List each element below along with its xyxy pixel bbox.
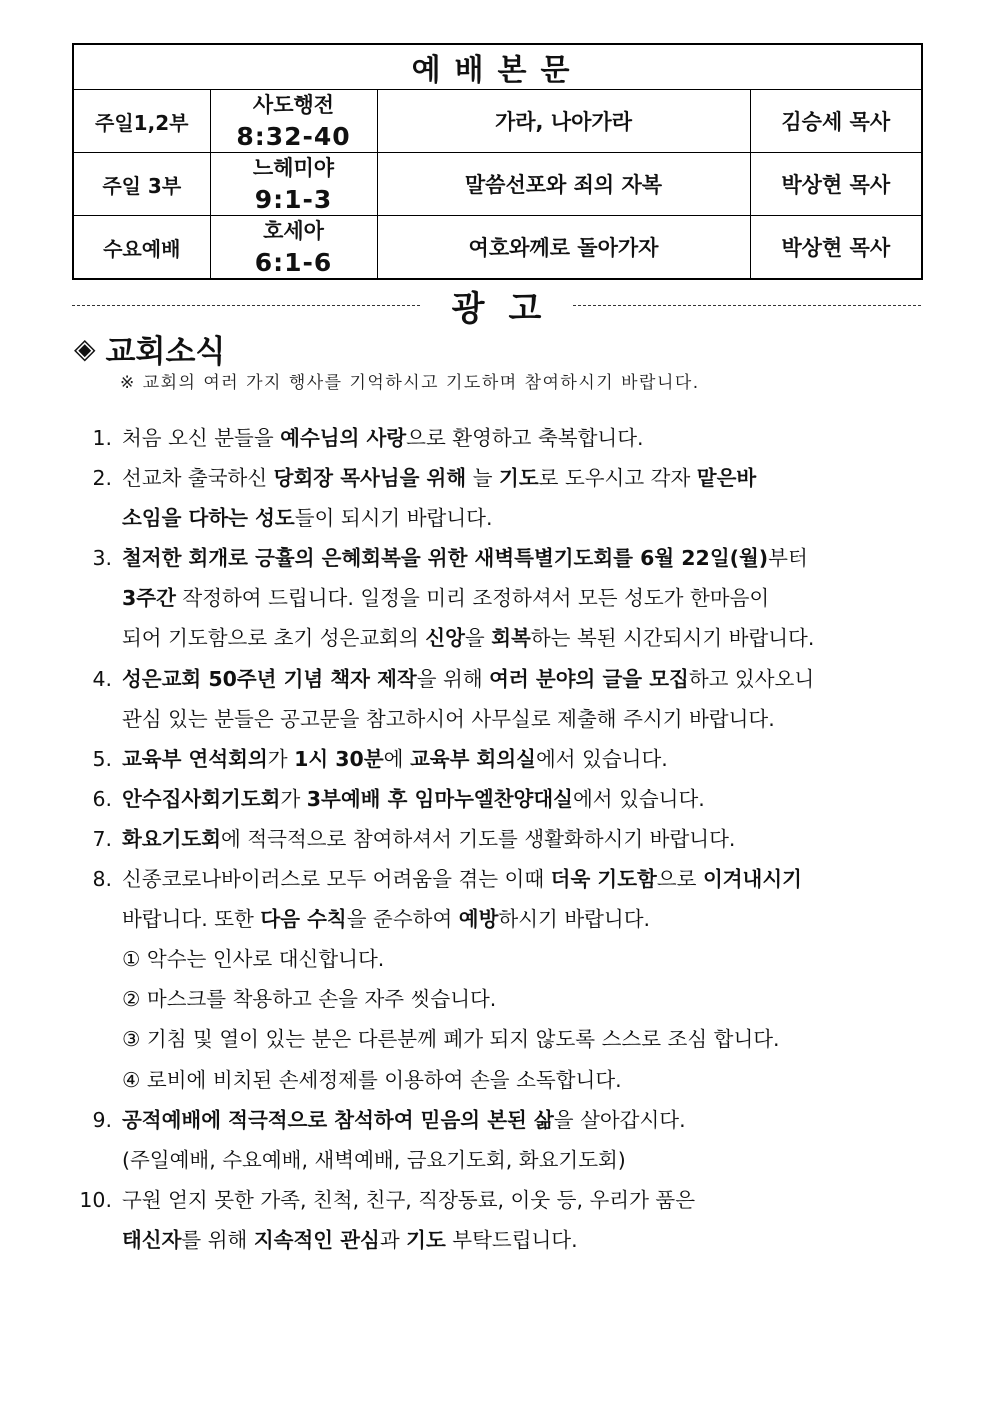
service-name: 주일 3부 (73, 153, 210, 216)
news-item-number: 8. (92, 867, 112, 892)
news-item-number: 2. (92, 466, 112, 491)
news-heading (74, 328, 225, 368)
news-item-line (72, 1180, 872, 1220)
news-item-number: 5. (92, 746, 112, 771)
news-item-line (72, 1140, 872, 1180)
preacher-name: 박상현 목사 (750, 216, 922, 280)
news-item-text: 소임을 다하는 성도들이 되시기 바랍니다. (122, 506, 493, 531)
news-item-line (72, 779, 872, 819)
scripture-reference (210, 216, 377, 280)
news-item-text: 화요기도회에 적극적으로 참여하셔서 기도를 생활화하시기 바랍니다. (122, 826, 736, 851)
news-item-text: ④ 로비에 비치된 손세정제를 이용하여 손을 소독합니다. (122, 1067, 622, 1092)
news-item-line (72, 699, 872, 739)
news-heading-label: 교회소식 (105, 333, 226, 370)
ad-title: 광고 (451, 288, 566, 329)
news-note: ※ 교회의 여러 가지 행사를 기억하시고 기도하며 참여하시기 바랍니다. (120, 373, 700, 393)
dashed-divider-left (72, 305, 420, 306)
news-item-text: 교육부 연석회의가 1시 30분에 교육부 회의실에서 있습니다. (122, 746, 668, 771)
dashed-divider-right (573, 305, 921, 306)
news-item-line (72, 498, 872, 538)
news-item-line (72, 418, 872, 458)
news-item-text: ③ 기침 및 열이 있는 분은 다른분께 폐가 되지 않도록 스스로 조심 합니다. (122, 1027, 780, 1052)
sermon-row (73, 90, 922, 153)
scripture-verse: 9:1-3 (254, 185, 333, 214)
news-item-line (72, 979, 872, 1019)
sermon-table (72, 43, 923, 280)
news-item-line (72, 618, 872, 658)
news-item-line (72, 1100, 872, 1140)
service-name: 수요예배 (73, 216, 210, 280)
news-item-line (72, 1060, 872, 1100)
news-item-number: 3. (92, 546, 112, 571)
news-item-line (72, 458, 872, 498)
sermon-header-row (73, 44, 922, 90)
news-item-text: (주일예배, 수요예배, 새벽예배, 금요기도회, 화요기도회) (122, 1147, 626, 1172)
scripture-reference (210, 153, 377, 216)
news-item-line (72, 578, 872, 618)
news-item-line (72, 1019, 872, 1059)
scripture-reference (210, 90, 377, 153)
sermon-title: 말씀선포와 죄의 자복 (377, 153, 750, 216)
news-item-text: 관심 있는 분들은 공고문을 참고하시어 사무실로 제출해 주시기 바랍니다. (122, 706, 775, 731)
news-item-line (72, 739, 872, 779)
news-item-line (72, 859, 872, 899)
scripture-verse: 8:32-40 (236, 122, 351, 151)
scripture-verse: 6:1-6 (254, 248, 333, 277)
news-item-number: 7. (92, 826, 112, 851)
scripture-book: 느헤미야 (252, 156, 335, 180)
news-item-text: 구원 얻지 못한 가족, 친척, 친구, 직장동료, 이웃 등, 우리가 품은 (122, 1187, 696, 1212)
news-item-number: 4. (92, 666, 112, 691)
sermon-title: 여호와께로 돌아가자 (377, 216, 750, 280)
news-item-text: 안수집사회기도회가 3부예배 후 임마누엘찬양대실에서 있습니다. (122, 786, 705, 811)
news-item-text: ② 마스크를 착용하고 손을 자주 씻습니다. (122, 987, 497, 1012)
news-item-text: 되어 기도함으로 초기 성은교회의 신앙을 회복하는 복된 시간되시기 바랍니다. (122, 626, 815, 651)
news-item-number: 9. (92, 1107, 112, 1132)
news-item-line (72, 1220, 872, 1260)
scripture-book: 호세아 (263, 219, 324, 243)
news-item-number: 10. (79, 1187, 112, 1212)
news-item-text: 태신자를 위해 지속적인 관심과 기도 부탁드립니다. (122, 1227, 578, 1252)
news-item-line (72, 659, 872, 699)
news-item-text: ① 악수는 인사로 대신합니다. (122, 947, 385, 972)
diamond-bullet-icon: ◈ (74, 331, 96, 365)
news-item-line (72, 899, 872, 939)
preacher-name: 김승세 목사 (750, 90, 922, 153)
news-item-text: 성은교회 50주년 기념 책자 제작을 위해 여러 분야의 글을 모집하고 있사오니 (122, 666, 815, 691)
news-item-text: 신종코로나바이러스로 모두 어려움을 겪는 이때 더욱 기도함으로 이겨내시기 (122, 867, 802, 892)
sermon-header: 예배본문 (73, 44, 922, 90)
news-item-text: 선교차 출국하신 당회장 목사님을 위해 늘 기도로 도우시고 각자 맡은바 (122, 466, 757, 491)
ad-heading (72, 285, 921, 329)
news-item-line (72, 819, 872, 859)
preacher-name: 박상현 목사 (750, 153, 922, 216)
news-item-line (72, 939, 872, 979)
news-item-text: 처음 오신 분들을 예수님의 사랑으로 환영하고 축복합니다. (122, 426, 644, 450)
news-item-number: 1. (92, 426, 112, 450)
sermon-row (73, 216, 922, 280)
sermon-title: 가라, 나아가라 (377, 90, 750, 153)
news-item-number: 6. (92, 786, 112, 811)
news-item-line (72, 538, 872, 578)
news-item-text: 철저한 회개로 긍휼의 은혜회복을 위한 새벽특별기도회를 6월 22일(월)부터 (122, 546, 808, 571)
scripture-book: 사도행전 (252, 93, 335, 117)
news-item-text: 공적예배에 적극적으로 참석하여 믿음의 본된 삶을 살아갑시다. (122, 1107, 686, 1132)
service-name: 주일1,2부 (73, 90, 210, 153)
news-item-text: 3주간 작정하여 드립니다. 일정을 미리 조정하셔서 모든 성도가 한마음이 (122, 586, 770, 611)
news-item-text: 바랍니다. 또한 다음 수칙을 준수하여 예방하시기 바랍니다. (122, 907, 651, 932)
news-list (72, 418, 872, 1260)
sermon-row (73, 153, 922, 216)
